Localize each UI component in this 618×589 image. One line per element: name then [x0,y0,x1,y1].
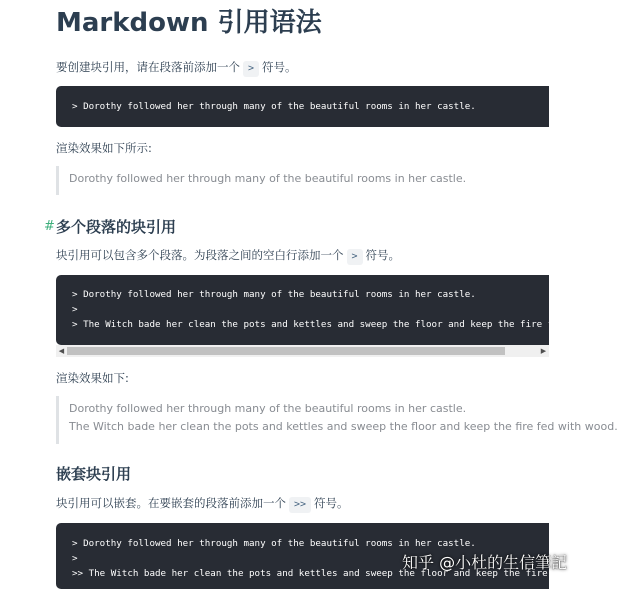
page-title: Markdown 引用语法 [56,8,322,38]
code-line: > The Witch bade her clean the pots and kettles and sweep the floor and keep the fire fed with w [72,319,604,330]
section1-intro-text: 要创建块引用，请在段落前添加一个 [56,60,240,74]
code-line: >> The Witch bade her clean the pots and kettles and sweep the floor and keep the fire fed with [72,568,598,579]
code-line: > [72,553,78,564]
heading-anchor-link[interactable]: # [44,219,55,234]
quote-line: Dorothy followed her through many of the beautiful rooms in her castle. [69,172,467,185]
quote-line: Dorothy followed her through many of the beautiful rooms in her castle. [69,402,467,415]
section2-blockquote [56,396,618,444]
quote-line: The Witch bade her clean the pots and kettles and sweep the floor and keep the fire fed with wood. [69,420,618,433]
code-line: > Dorothy followed her through many of the beautiful rooms in her castle. [72,538,476,549]
section2-intro-suffix: 符号。 [365,248,401,262]
scroll-left-arrow-icon[interactable]: ◀ [58,347,65,355]
section3-inline-code: >> [289,497,311,513]
section2-intro [56,246,400,265]
code-line: > Dorothy followed her through many of the beautiful rooms in her castle. [72,101,476,112]
section1-intro [56,58,297,77]
section2-intro-text: 块引用可以包含多个段落。为段落之间的空白行添加一个 [56,248,344,262]
section3-heading: 嵌套块引用 [56,465,132,483]
section2-code-block[interactable] [56,275,604,345]
code-line: > [72,304,78,315]
section1-blockquote [56,166,466,195]
scroll-right-arrow-icon[interactable]: ▶ [540,347,547,355]
code-horizontal-scrollbar[interactable] [56,345,549,357]
code-line: > Dorothy followed her through many of the beautiful rooms in her castle. [72,289,476,300]
zhihu-watermark: 知乎 @小杜的生信筆記 [402,553,568,572]
section1-code-block[interactable] [56,86,549,127]
section2-render-label: 渲染效果如下: [56,371,129,385]
section3-intro-suffix: 符号。 [314,496,349,510]
section3-intro [56,494,349,513]
section3-intro-text: 块引用可以嵌套。在要嵌套的段落前添加一个 [56,496,286,510]
section2-heading: 多个段落的块引用 [56,218,177,236]
section1-intro-suffix: 符号。 [262,60,297,74]
section1-inline-code: > [243,61,259,77]
section1-render-label: 渲染效果如下所示: [56,141,152,155]
scrollbar-thumb[interactable] [67,347,505,355]
section2-inline-code: > [347,249,363,265]
